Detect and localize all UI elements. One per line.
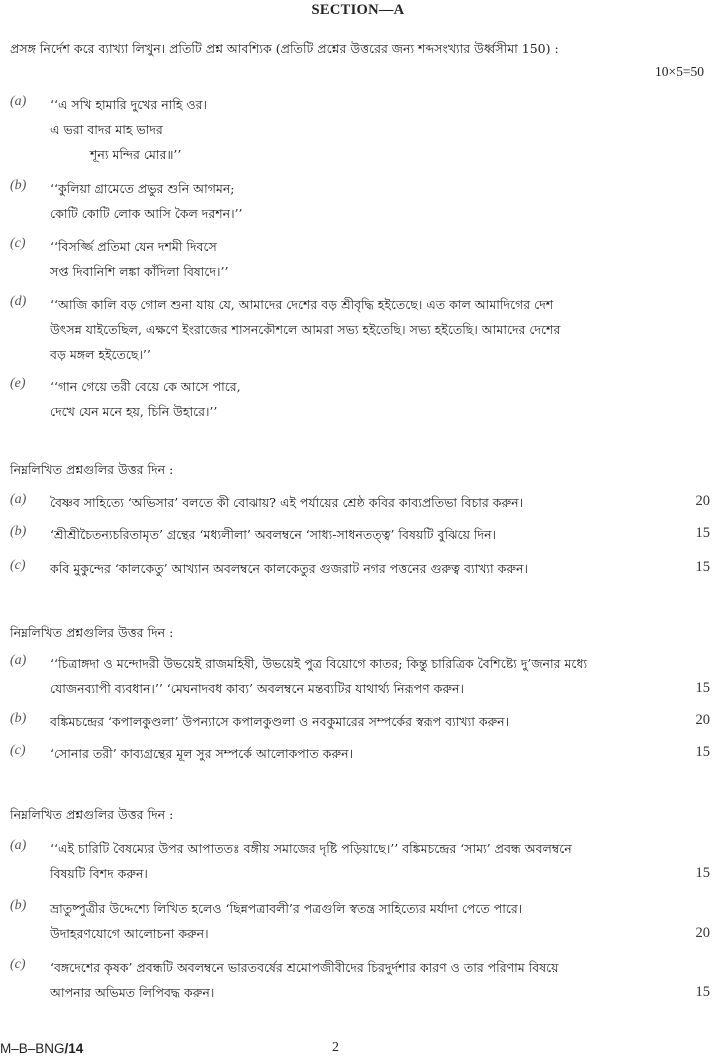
text-line: বড় মঙ্গল হইতেছে।’’ [50,347,151,362]
text-line: উদাহরণযোগে আলোচনা করুন। [50,926,209,941]
text-line: ‘‘আজি কালি বড় গোল শুনা যায় যে, আমাদের দেশের বড় শ্রীবৃদ্ধি হইতেছে। এত কাল আমাদিগের দেশ [50,297,554,312]
text-line: ‘‘কুলিয়া গ্রামেতে প্রভুর শুনি আগমন; [50,181,235,196]
text-line: ‘‘এ সখি হামারি দুখের নাহি ওর। [50,97,208,112]
q3-instruction: নিম্নলিখিত প্রশ্নগুলির উত্তর দিন : [10,625,174,640]
part-text [50,709,509,734]
section-title: SECTION—A [311,2,405,18]
part-label: (c) [10,957,26,972]
part-label: (a) [10,492,27,507]
part-label: (b) [10,711,27,726]
marks: 20 [695,925,710,941]
marks: 20 [695,493,710,509]
part-text [50,651,587,701]
part-text [50,836,572,886]
text-line: ‘শ্রীশ্রীচৈতন্যচরিতামৃত’ গ্রন্থের ‘মধ্যলীলা’ অবলম্বনে ‘সাধ্য-সাধনতত্ত্ব’ বিষয়টি বুঝিয়ে দিন। [50,527,496,542]
part-label: (b) [10,524,27,539]
part-text [50,741,353,766]
paper-code [0,1041,83,1056]
marks: 20 [695,712,710,728]
part-label: (a) [10,838,27,853]
paper-code-suffix: /14 [64,1041,84,1056]
part-label: (e) [10,376,26,391]
text-line: বিষয়টি বিশদ করুন। [50,866,148,881]
text-line: ‘‘চিত্রাঙ্গদা ও মন্দোদরী উভয়েই রাজমহিষী, উভয়েই পুত্র বিয়োগে কাতর; কিন্তু চারিত্রিক বৈশিষ্ট্যে দু’জনার মধ্যে [50,656,588,671]
text-line: আপনার অভিমত লিপিবদ্ধ করুন। [50,985,215,1000]
paper-code-prefix: M–B–BNG [0,1041,65,1056]
part-text [50,896,522,946]
q4-instruction: নিম্নলিখিত প্রশ্নগুলির উত্তর দিন : [10,807,174,822]
part-label: (c) [10,743,26,758]
page-number: 2 [332,1040,339,1055]
text-line: সপ্ত দিবানিশি লঙ্কা কাঁদিলা বিষাদে।’’ [50,264,229,279]
marks: 15 [695,744,710,760]
marks: 15 [695,559,710,575]
part-text [50,374,241,424]
part-text [50,176,243,226]
part-text [50,490,523,515]
text-line: বৈষ্ণব সাহিত্যে ‘অভিসার’ বলতে কী বোঝায়? এই পর্যায়ের শ্রেষ্ঠ কবির কাব্যপ্রতিভা বিচার করুন। [50,495,524,510]
text-line: কবি মুকুন্দের ‘কালকেতু’ আখ্যান অবলম্বনে কালকেতুর গুজরাট নগর পত্তনের গুরুত্ব ব্যাখ্যা করুন। [50,561,528,576]
part-label: (a) [10,94,27,109]
part-label: (d) [10,294,27,309]
text-line: উৎসন্ন যাইতেছিল, এক্ষণে ইংরাজের শাসনকৌশলে আমরা সভ্য হইতেছি। সভ্য হইতেছি। আমাদের দেশের [50,322,561,337]
text-line: ‘‘গান গেয়ে তরী বেয়ে কে আসে পারে, [50,379,241,394]
part-label: (c) [10,236,26,251]
q1-marks: 10×5=50 [655,64,704,79]
text-line: দেখে যেন মনে হয়, চিনি উহারে।’’ [50,404,218,419]
text-line: ভ্রাতুষ্পুত্রীর উদ্দেশ্যে লিখিত হলেও ‘ছিন্নপত্রাবলী’র পত্রগুলি স্বতন্ত্র সাহিত্যের মর্যাদা পেতে পারে। [50,901,523,916]
text-line: শূন্য মন্দির মোর॥’’ [90,147,182,162]
text-line: ‘বঙ্গদেশের কৃষক’ প্রবন্ধটি অবলম্বনে ভারতবর্ষের শ্রমোপজীবীদের চিরদুর্দশার কারণ ও তার পরিণাম বিষয়ে [50,960,559,975]
part-text [50,292,560,367]
part-text [50,522,496,547]
marks: 15 [695,525,710,541]
part-text [50,955,559,1005]
text-line: কোটি কোটি লোক আসি কৈল দরশন।’’ [50,206,243,221]
text-line: ‘‘বিসর্জ্জি প্রতিমা যেন দশমী দিবসে [50,239,217,254]
text-line: ‘সোনার তরী’ কাব্যগ্রন্থের মূল সুর সম্পর্কে আলোকপাত করুন। [50,746,354,761]
part-text [50,556,528,581]
text-line: এ ভরা বাদর মাহ ভাদর [50,122,163,137]
part-text [50,234,228,284]
text-line: ‘‘এই চারিটি বৈষম্যের উপর আপাততঃ বঙ্গীয় সমাজের দৃষ্টি পড়িয়াছে।’’ বঙ্কিমচন্দ্রের ‘সাম্য’ প্রবন্ধ অবলম্বনে [50,841,572,856]
part-text [50,92,207,167]
marks: 15 [695,680,710,696]
q1-instruction: প্রসঙ্গ নির্দেশ করে ব্যাখ্যা লিখুন। প্রতিটি প্রশ্ন আবশ্যিক (প্রতিটি প্রশ্নের উত্তরের জন্য শব্দসংখ্যার উর্ধ্বসীমা 150) : [10,41,559,56]
q2-instruction: নিম্নলিখিত প্রশ্নগুলির উত্তর দিন : [10,462,174,477]
part-label: (a) [10,653,27,668]
part-label: (c) [10,558,26,573]
part-label: (b) [10,178,27,193]
text-line: যোজনব্যাপী ব্যবধান।’’ ‘মেঘনাদবধ কাব্য’ অবলম্বনে মন্তব্যটির যাথার্থ্য নিরূপণ করুন। [50,681,464,696]
marks: 15 [695,865,710,881]
text-line: বঙ্কিমচন্দ্রের ‘কপালকুণ্ডলা’ উপন্যাসে কপালকুণ্ডলা ও নবকুমারের সম্পর্কের স্বরূপ ব্যাখ্যা করুন। [50,714,510,729]
marks: 15 [695,984,710,1000]
part-label: (b) [10,898,27,913]
